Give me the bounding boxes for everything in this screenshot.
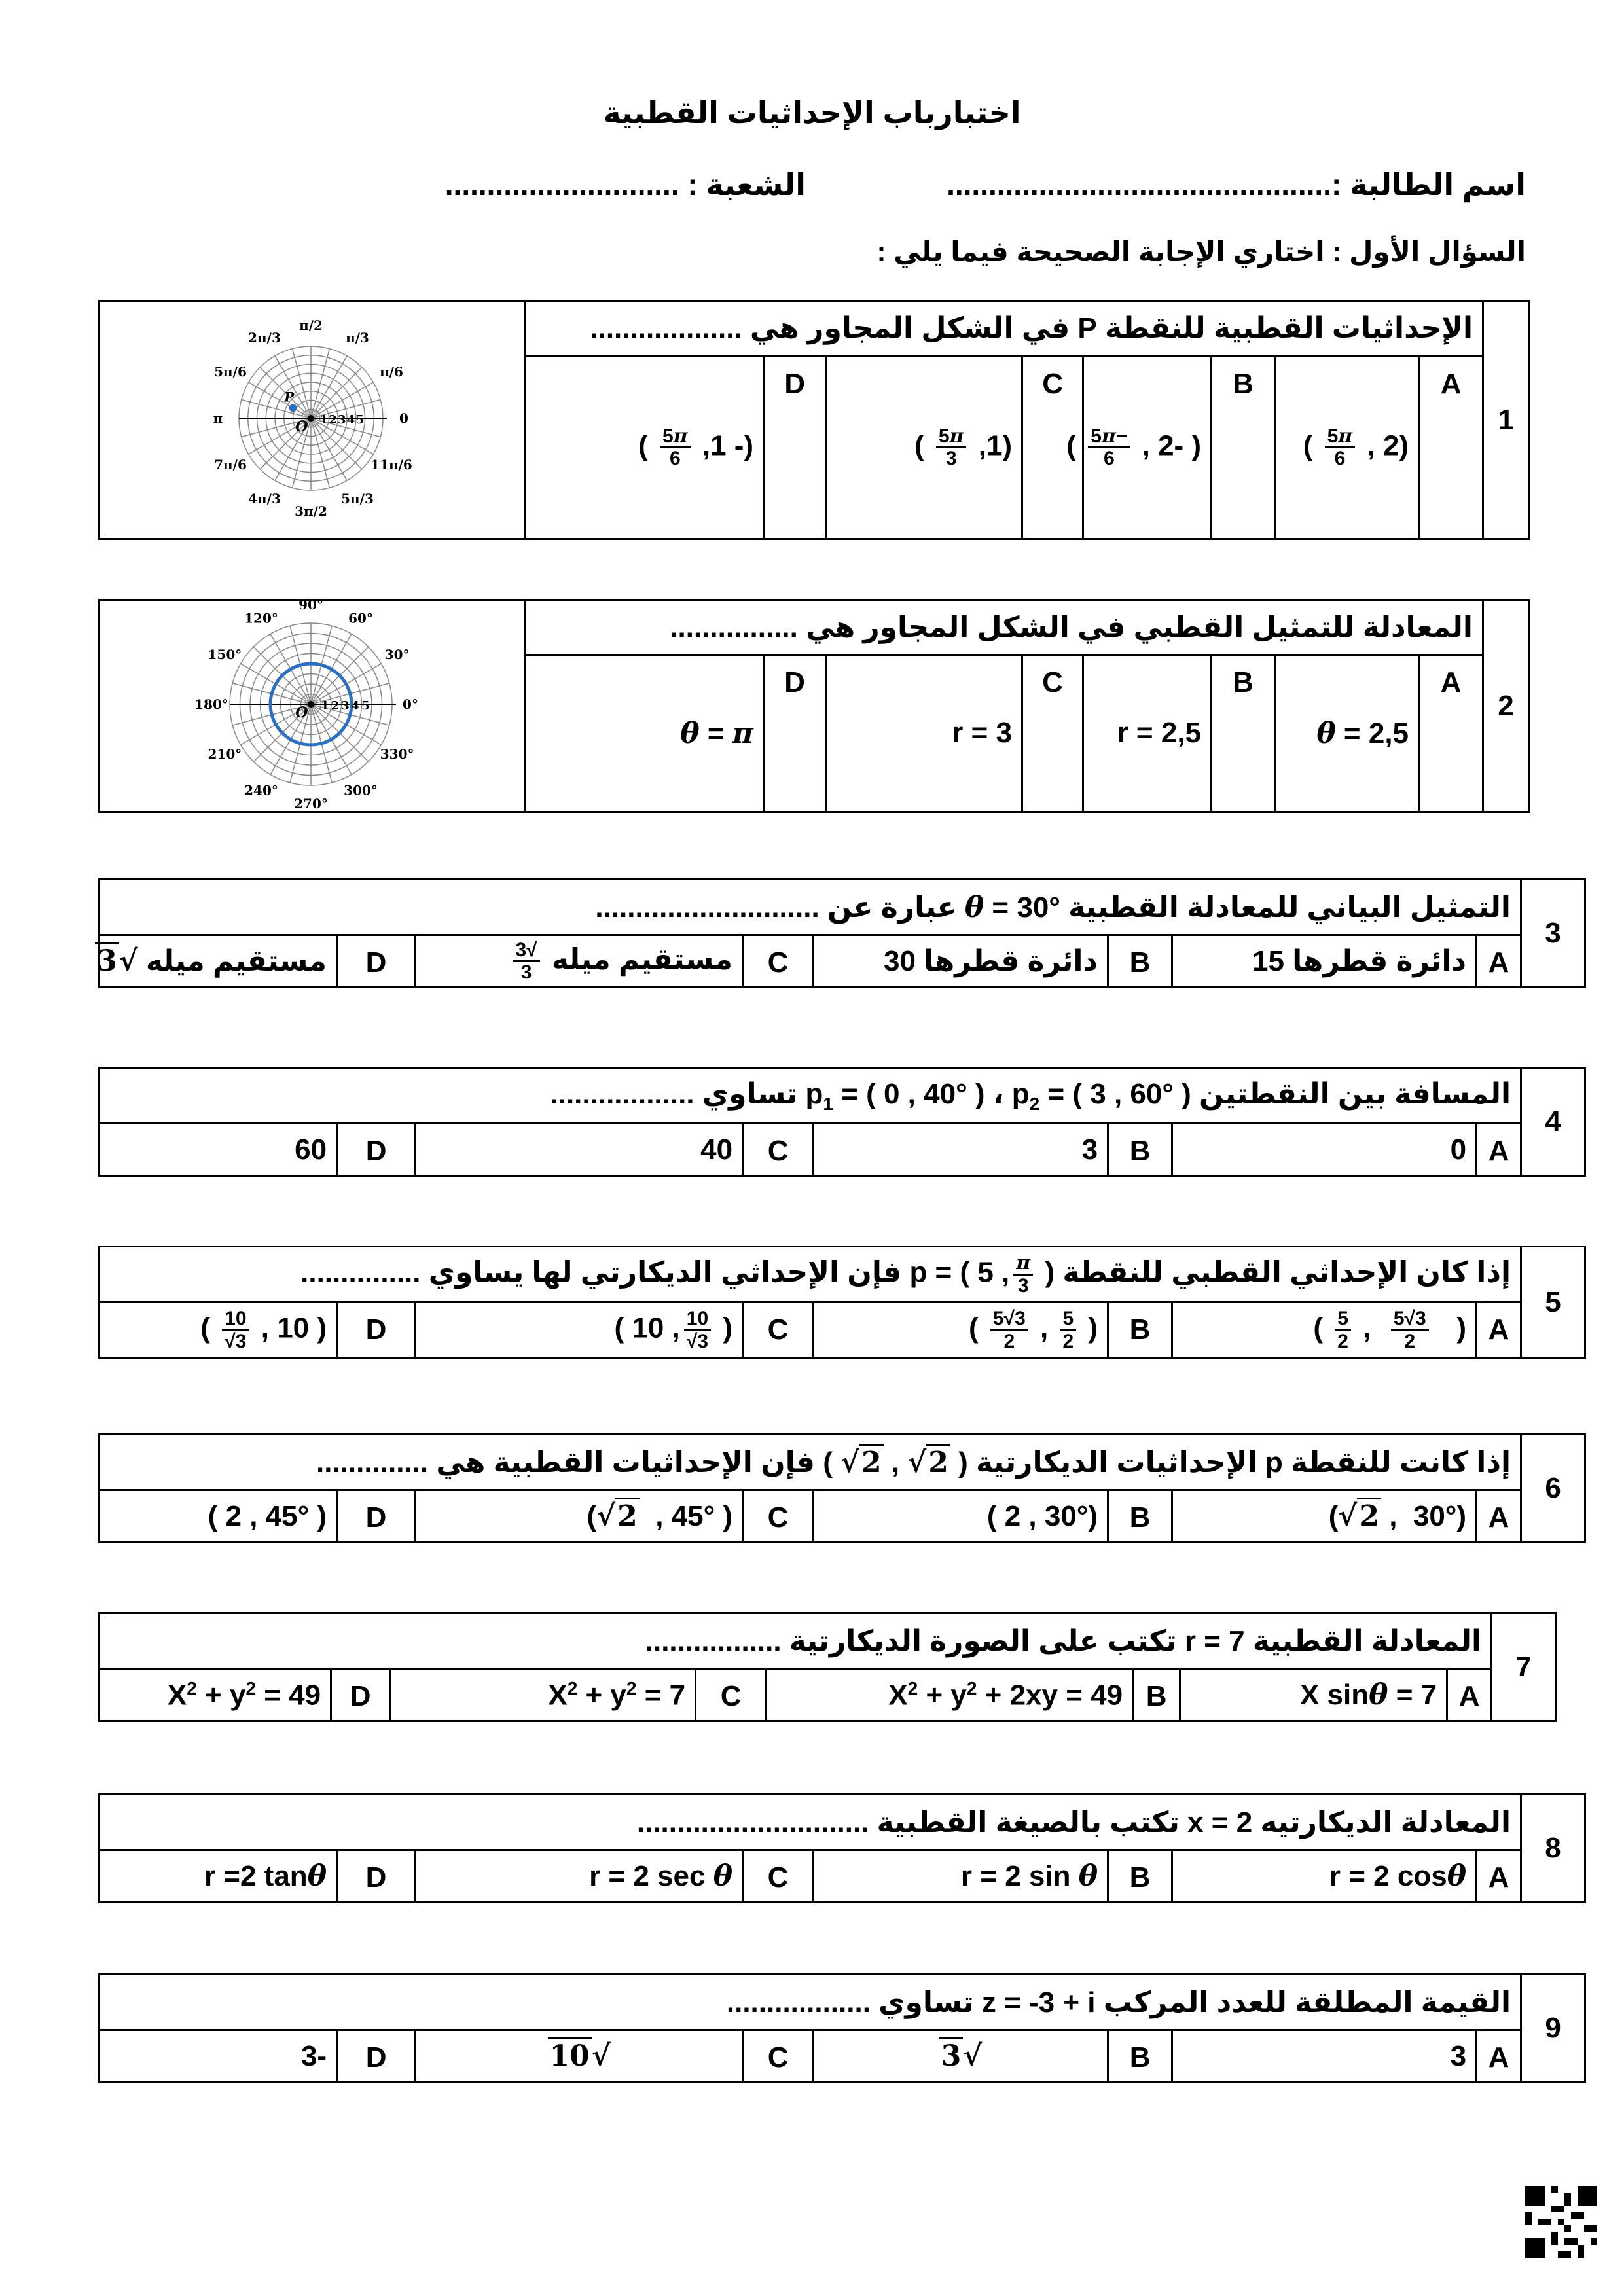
option-d-letter: D [337,1302,416,1358]
radius-tick-label: 5 [361,699,370,713]
question-stem: إذا كانت للنقطة p الإحداثيات الديكارتية ( √2 , √2 ) فإن الإحداثيات القطبية هي .............. [99,1435,1521,1490]
option-a-letter: A [1477,1124,1521,1176]
option-b[interactable]: ( 2 , 30°) [814,1490,1108,1543]
question-number: 3 [1521,880,1585,988]
polar-grid-figure-1 [99,301,525,539]
option-a[interactable]: θ = 2,5 [1275,655,1419,812]
angle-label: 210° [208,746,242,762]
angle-label: 2π/3 [248,330,281,346]
option-a-letter: A [1477,1850,1521,1903]
question-2 [98,599,1530,813]
option-b-letter: B [1212,356,1275,539]
option-d[interactable]: -3 [99,2030,337,2083]
option-c-letter: C [1022,356,1083,539]
question-stem: القيمة المطلقة للعدد المركب z = -3 + i تساوي .................. [99,1975,1521,2030]
question-9 [98,1973,1586,2083]
option-c-letter: C [743,1490,814,1543]
option-a[interactable]: (2 , $\frac{5\pi}{6}$ ) [1275,356,1419,539]
option-a-letter: A [1477,1490,1521,1543]
radius-tick-label: 1 [319,413,329,427]
option-c-letter: C [743,935,814,988]
option-d[interactable]: ( $\frac{10}{√3}$ , 10 ) [99,1302,337,1358]
grid-spoke [242,400,311,418]
section-blank[interactable]: ............................ [444,168,679,202]
question-5 [98,1246,1586,1359]
question-stem: المعادلة للتمثيل القطبي في الشكل المجاور هي ................ [525,600,1483,655]
angle-label: 7π/6 [214,457,247,473]
section-line [445,167,806,202]
option-c-letter: C [743,1124,814,1176]
angle-label: π/2 [299,317,323,333]
question-number: 6 [1521,1435,1585,1543]
option-a[interactable]: ( $\frac{5}{2}$ , $\frac{5√3}{2}$ ) [1172,1302,1477,1358]
point-p-marker [289,404,297,412]
angle-label: π/3 [346,330,369,346]
angle-label: 4π/3 [248,490,281,507]
option-a-letter: A [1419,655,1483,812]
option-a[interactable]: X sinθ = 7 [1180,1669,1447,1721]
option-c[interactable]: r = 2 sec θ [416,1850,743,1903]
option-d-letter: D [337,1490,416,1543]
angle-label: 5π/3 [341,490,374,507]
option-d-letter: D [337,1124,416,1176]
option-a-letter: A [1477,935,1521,988]
angle-label: 330° [380,746,414,762]
angle-label: 120° [244,610,278,626]
question-1 [98,300,1530,540]
section-label: الشعبة : [687,168,806,202]
angle-label: 3π/2 [295,503,327,519]
question-number: 9 [1521,1975,1585,2083]
option-b[interactable]: ( -2 , $\frac{-5\pi}{6}$ ) [1083,356,1212,539]
angle-label: 0° [403,696,418,712]
question-8 [98,1793,1586,1903]
page-title: اختبارباب الإحداثيات القطبية [603,96,1021,130]
option-a-letter: A [1419,356,1483,539]
origin-label: O [295,418,308,435]
option-b-letter: B [1108,935,1172,988]
option-d[interactable]: مستقيم ميله √3 [99,935,337,988]
option-b[interactable]: √3 [814,2030,1108,2083]
question-stem: التمثيل البياني للمعادلة القطبية θ = 30° عبارة عن ............................ [99,880,1521,935]
option-b[interactable]: دائرة قطرها 30 [814,935,1108,988]
option-a-letter: A [1477,2030,1521,2083]
option-d[interactable]: 60 [99,1124,337,1176]
radius-tick-label: 2 [331,699,340,713]
option-c[interactable]: (1, $\frac{5\pi}{3}$ ) [826,356,1022,539]
option-d-letter: D [764,356,826,539]
polar-grid-radians [98,302,524,531]
option-b-letter: B [1108,1850,1172,1903]
origin-label: O [295,704,308,721]
radius-tick-label: 3 [341,699,350,713]
question-number: 7 [1492,1613,1556,1721]
angle-label: 180° [194,696,228,712]
option-d-letter: D [331,1669,390,1721]
option-a[interactable]: دائرة قطرها 15 [1172,935,1477,988]
question-number: 5 [1521,1247,1585,1358]
angle-label: π/6 [380,364,403,380]
option-c-letter: C [743,1302,814,1358]
option-c[interactable]: مستقيم ميله $\frac{√3}{3}$ [416,935,743,988]
radius-tick-label: 5 [355,413,365,427]
option-c[interactable]: r = 3 [826,655,1022,812]
question-3 [98,878,1586,988]
option-d[interactable]: r =2 tanθ [99,1850,337,1903]
polar-grid-figure-2 [99,597,525,812]
grid-spoke [311,349,329,418]
radius-tick-label: 1 [321,699,329,713]
angle-label: π [213,410,223,426]
angle-label: 30° [384,647,410,662]
student-name-line [947,167,1526,202]
option-c-letter: C [696,1669,767,1721]
grid-spoke [311,418,329,488]
option-a[interactable]: 0 [1172,1124,1477,1176]
option-b-letter: B [1108,1124,1172,1176]
question-4 [98,1067,1586,1177]
option-c-letter: C [743,2030,814,2083]
radius-tick-label: 2 [329,413,337,427]
radius-tick-label: 4 [351,699,360,713]
option-d-letter: D [337,935,416,988]
option-d-letter: D [764,655,826,812]
origin-point [308,701,314,708]
question-7 [98,1612,1557,1722]
angle-label: 5π/6 [214,364,247,380]
option-c[interactable]: √10 [416,2030,743,2083]
question-stem: الإحداثيات القطبية للنقطة P في الشكل المجاور هي ................... [525,301,1483,357]
angle-label: 0 [399,410,408,426]
option-a[interactable]: (√2 , 30°) [1172,1490,1477,1543]
question-stem: المعادلة القطبية r = 7 تكتب على الصورة الديكارتية ................. [99,1613,1492,1669]
option-d[interactable]: θ = π [525,655,764,812]
option-b[interactable]: 3 [814,1124,1108,1176]
option-b[interactable]: r = 2,5 [1083,655,1212,812]
option-b[interactable]: $X^2 + y^2 + 2xy = 49$ [767,1669,1133,1721]
angle-label: 11π/6 [370,457,412,473]
student-name-label: اسم الطالبة : [1331,168,1526,202]
option-d-letter: D [337,1850,416,1903]
option-d[interactable]: (- 1, $\frac{5\pi}{6}$ ) [525,356,764,539]
option-b-letter: B [1133,1669,1180,1721]
option-b[interactable]: ( $\frac{5√3}{2}$ , $\frac{5}{2}$ ) [814,1302,1108,1358]
option-c[interactable]: ( 10 , $\frac{10}{√3}$ ) [416,1302,743,1358]
option-b[interactable]: r = 2 sin θ [814,1850,1108,1903]
question-stem: المسافة بين النقطتين ( 3 , 60° ) = $p_2$ ، $p_1$ = ( 0 , 40° ) تساوي .................. [99,1068,1521,1124]
question-stem: المعادلة الديكارتيه x = 2 تكتب بالصيغة القطبية ............................. [99,1795,1521,1850]
angle-label: 150° [208,647,242,662]
radius-tick-label: 4 [346,413,355,427]
option-b-letter: B [1108,2030,1172,2083]
point-p-label: P [284,389,295,405]
polar-grid-degrees [98,597,524,812]
radius-tick-label: 3 [337,413,346,427]
option-b-letter: B [1108,1490,1172,1543]
option-a-letter: A [1477,1302,1521,1358]
option-d[interactable]: $X^2 + y^2 = 49$ [99,1669,331,1721]
option-a[interactable]: r = 2 cosθ [1172,1850,1477,1903]
angle-label: 300° [344,782,378,798]
origin-point [308,415,314,422]
question-stem: إذا كان الإحداثي القطبي للنقطة p = ( 5 , $\frac{\pi}{3}$ ) فإن الإحداثي الديكارتي لها يساوي ............... [99,1247,1521,1302]
option-d-letter: D [337,2030,416,2083]
angle-label: 90° [298,597,323,613]
question-6 [98,1433,1586,1543]
option-b-letter: B [1108,1302,1172,1358]
angle-label: 60° [348,610,373,626]
question-number: 1 [1483,301,1529,539]
angle-label: 270° [294,796,328,812]
option-c-letter: C [1022,655,1083,812]
question-number: 4 [1521,1068,1585,1176]
student-name-blank[interactable]: .............................................. [947,168,1331,202]
angle-label: 240° [244,782,278,798]
question-number: 2 [1483,600,1529,812]
option-b-letter: B [1212,655,1275,812]
option-c[interactable]: 40 [416,1124,743,1176]
option-a[interactable]: 3 [1172,2030,1477,2083]
option-c-letter: C [743,1850,814,1903]
option-c[interactable]: (√2 , 45° ) [416,1490,743,1543]
option-d[interactable]: ( 2 , 45° ) [99,1490,337,1543]
option-a-letter: A [1447,1669,1492,1721]
question-number: 8 [1521,1795,1585,1903]
option-c[interactable]: $X^2 + y^2 = 7$ [390,1669,696,1721]
qr-code-icon [1525,2186,1597,2258]
instruction: السؤال الأول : اختاري الإجابة الصحيحة فيما يلي : [876,236,1526,267]
